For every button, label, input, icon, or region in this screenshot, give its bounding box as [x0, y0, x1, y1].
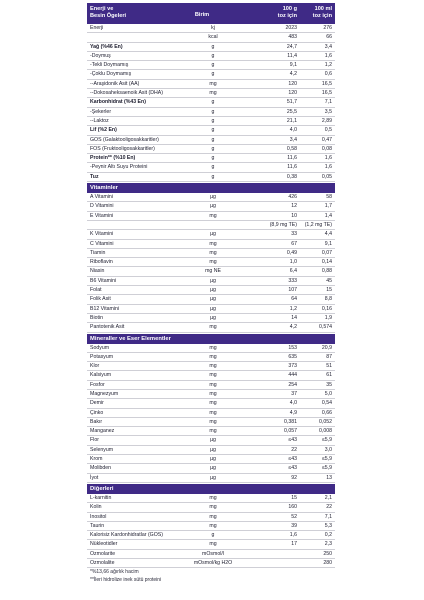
nutrient-name: Kalsiyum	[90, 372, 112, 379]
value-per-100g: 4,9	[289, 409, 297, 416]
value-per-100g: ≤43	[288, 465, 297, 472]
value-per-100g: 120	[288, 80, 297, 87]
unit-cell: µg	[210, 277, 216, 284]
value-per-100g: 483	[288, 34, 297, 41]
table-row	[87, 230, 335, 239]
value-per-100g: 37	[291, 390, 297, 397]
nutrient-name: Potasyum	[90, 353, 114, 360]
value-per-100ml: 16,5	[321, 90, 332, 97]
nutrient-name: GOS (Galaktooligosakkaritler)	[90, 136, 159, 143]
unit-cell: g	[211, 532, 215, 539]
value-per-100ml: 2,89	[321, 117, 332, 124]
value-per-100ml: 7,1	[324, 99, 332, 106]
nutrient-name: Sodyum	[90, 344, 110, 351]
value-per-100ml: (1,2 mg TE)	[304, 221, 332, 228]
unit-cell: µg	[210, 314, 216, 321]
nutrient-name: Selenyum	[90, 446, 114, 453]
value-per-100g: 2023	[285, 25, 297, 31]
table-row	[87, 427, 335, 436]
value-per-100g: 39	[291, 522, 297, 529]
value-per-100g: 160	[288, 504, 297, 511]
unit-cell: g	[211, 43, 215, 50]
nutrient-name: --Laktoz	[90, 117, 109, 124]
table-row	[87, 474, 335, 483]
value-per-100ml: 2,1	[324, 494, 332, 501]
table-row	[87, 193, 335, 202]
value-per-100g: 17	[291, 541, 297, 548]
table-row	[87, 314, 335, 323]
nutrient-name: E Vitamini	[90, 212, 114, 219]
value-per-100g: 333	[288, 277, 297, 284]
table-row	[87, 446, 335, 455]
table-row	[87, 154, 335, 163]
value-per-100ml: 1,9	[324, 314, 332, 321]
table-row	[87, 295, 335, 304]
nutrient-name: -Peynir Altı Suyu Proteini	[90, 164, 148, 171]
table-row	[87, 390, 335, 399]
unit-cell: g	[211, 99, 215, 106]
unit-cell: g	[211, 127, 215, 134]
value-per-100g: 21,1	[286, 117, 297, 124]
table-row	[87, 503, 335, 512]
nutrient-name: -Tekli Doymamış	[90, 62, 129, 69]
value-per-100ml: 20,9	[321, 344, 332, 351]
nutrient-name: Ozmolarite	[90, 550, 116, 557]
table-row	[87, 344, 335, 353]
value-per-100ml: ≤5,9	[321, 456, 332, 463]
unit-cell: mOsmol/l	[202, 550, 224, 557]
value-per-100ml: 87	[326, 353, 332, 360]
value-per-100ml: 9,1	[324, 240, 332, 247]
table-row	[87, 399, 335, 408]
value-per-100g: 635	[288, 353, 297, 360]
nutrient-name: A Vitamini	[90, 194, 113, 201]
table-row	[87, 371, 335, 380]
unit-cell: mg	[209, 249, 217, 256]
value-per-100ml: 276	[323, 25, 332, 31]
value-per-100ml: 0,07	[321, 249, 332, 256]
value-per-100ml: ≤5,9	[321, 437, 332, 444]
value-per-100g: 22	[291, 446, 297, 453]
header-col2-line2: toz için	[312, 12, 332, 19]
value-per-100g: 10	[291, 212, 297, 219]
table-row	[87, 249, 335, 258]
value-per-100ml: 4,4	[324, 231, 332, 238]
value-per-100g: 33	[291, 231, 297, 238]
table-row	[87, 464, 335, 473]
table-row	[87, 33, 335, 42]
value-per-100g: 0,49	[286, 249, 297, 256]
header-col1-line2: toz için	[277, 12, 297, 19]
value-per-100g: 25,5	[286, 108, 297, 115]
value-per-100g: 1,6	[289, 532, 297, 539]
nutrient-name: Krom	[90, 456, 103, 463]
unit-cell: mg	[209, 80, 217, 87]
unit-cell: µg	[210, 194, 216, 201]
unit-cell: µg	[210, 287, 216, 294]
table-row	[87, 277, 335, 286]
table-row	[87, 80, 335, 89]
unit-cell: g	[211, 155, 215, 162]
value-per-100g: 373	[288, 363, 297, 370]
value-per-100g: 4,0	[289, 400, 297, 407]
unit-cell: µg	[210, 203, 216, 210]
table-row	[87, 24, 335, 33]
table-row	[87, 89, 335, 98]
nutrient-name: Folik Asit	[90, 296, 111, 303]
nutrient-name: Tiamin	[90, 249, 106, 256]
value-per-100ml: ≤5,9	[321, 465, 332, 472]
value-per-100ml: 5,0	[324, 390, 332, 397]
value-per-100g: 254	[288, 381, 297, 388]
unit-cell: µg	[210, 437, 216, 444]
unit-cell: mg	[209, 381, 217, 388]
nutrient-name: Pantotenik Asit	[90, 324, 125, 331]
nutrient-name: Fosfor	[90, 381, 105, 388]
value-per-100ml: 0,052	[319, 418, 332, 425]
nutrient-name: Kolin	[90, 504, 102, 511]
value-per-100g: 51,7	[286, 99, 297, 106]
value-per-100g: 24,7	[286, 43, 297, 50]
unit-cell: g	[211, 71, 215, 78]
value-per-100ml: 0,2	[324, 532, 332, 539]
unit-cell: mg	[209, 390, 217, 397]
header-per-100ml	[296, 6, 332, 19]
value-per-100ml: 51	[326, 363, 332, 370]
value-per-100ml: 16,5	[321, 80, 332, 87]
unit-cell: µg	[210, 446, 216, 453]
table-row	[87, 455, 335, 464]
nutrient-name: --Dokosaheksaenoik Asit (DHA)	[90, 90, 163, 97]
table-row	[87, 323, 335, 332]
table-row	[87, 117, 335, 126]
value-per-100ml: 3,4	[324, 43, 332, 50]
unit-cell: µg	[210, 474, 216, 481]
nutrient-name: Tuz	[90, 173, 99, 180]
unit-cell: µg	[210, 305, 216, 312]
nutrient-name: Niasin	[90, 268, 105, 275]
value-per-100g: 4,2	[289, 71, 297, 78]
nutrient-name: C Vitamini	[90, 240, 114, 247]
nutrient-name: L-karnitin	[90, 494, 112, 501]
value-per-100ml: 1,6	[324, 155, 332, 162]
nutrient-name: Çinko	[90, 409, 104, 416]
value-per-100g: 52	[291, 513, 297, 520]
unit-cell: mg	[209, 522, 217, 529]
nutrient-name: Bakır	[90, 418, 103, 425]
nutrient-name: -Şekerler	[90, 108, 112, 115]
unit-cell: mg	[209, 400, 217, 407]
table-row	[87, 540, 335, 549]
section-title: Diğerleri	[87, 484, 335, 494]
nutrient-name: Folat	[90, 287, 102, 294]
section-title: Mineraller ve Eser Elementler	[87, 334, 335, 344]
nutrient-name: -Doymuş	[90, 52, 111, 59]
value-per-100g: 67	[291, 240, 297, 247]
value-per-100g: 11,6	[287, 164, 297, 171]
unit-cell: mg NE	[205, 268, 221, 275]
unit-cell: kj	[211, 25, 215, 31]
unit-cell: g	[211, 108, 215, 115]
table-row	[87, 550, 335, 559]
nutrition-table	[87, 3, 335, 597]
table-row	[87, 43, 335, 52]
table-row	[87, 240, 335, 249]
value-per-100ml: 1,4	[324, 212, 332, 219]
table-row	[87, 418, 335, 427]
table-row	[87, 61, 335, 70]
value-per-100ml: 0,88	[321, 268, 332, 275]
unit-cell: mg	[209, 513, 217, 520]
value-per-100g: 1,0	[289, 259, 297, 266]
value-per-100ml: 35	[326, 381, 332, 388]
nutrient-name: Demir	[90, 400, 104, 407]
table-row	[87, 98, 335, 107]
value-per-100ml: 1,2	[324, 62, 332, 69]
value-per-100g: 64	[291, 296, 297, 303]
value-per-100ml: 1,6	[324, 52, 332, 59]
table-row	[87, 362, 335, 371]
unit-cell: g	[211, 62, 215, 69]
header-name-line1: Enerji ve	[90, 6, 114, 12]
value-per-100g: 4,2	[289, 324, 297, 331]
value-per-100ml: 0,66	[321, 409, 332, 416]
value-per-100g: ≤43	[288, 437, 297, 444]
nutrient-name: Lif (%2 En)	[90, 127, 117, 134]
value-per-100ml: 0,54	[321, 400, 332, 407]
value-per-100g: 0,38	[286, 173, 297, 180]
nutrient-name: Biotin	[90, 314, 103, 321]
table-row	[87, 258, 335, 267]
unit-cell: g	[211, 136, 215, 143]
nutrient-name: -Çoklu Doymamış	[90, 71, 132, 78]
value-per-100g: 3,4	[289, 136, 297, 143]
value-per-100ml: 58	[326, 194, 332, 201]
value-per-100g: 1,2	[289, 305, 297, 312]
table-row	[87, 353, 335, 362]
value-per-100ml: 0,05	[321, 173, 332, 180]
unit-cell: kcal	[208, 34, 218, 41]
unit-cell: mg	[209, 541, 217, 548]
unit-cell: µg	[210, 456, 216, 463]
table-row	[87, 381, 335, 390]
value-per-100ml: 13	[326, 474, 332, 481]
header-col2-line1: 100 ml	[314, 6, 332, 12]
table-row	[87, 52, 335, 61]
unit-cell: g	[211, 173, 215, 180]
value-per-100ml: 3,0	[324, 446, 332, 453]
table-row	[87, 531, 335, 540]
table-row	[87, 436, 335, 445]
unit-cell: µg	[210, 465, 216, 472]
nutrient-name: D Vitamini	[90, 203, 114, 210]
value-per-100ml: 22	[326, 504, 332, 511]
value-per-100ml: 1,7	[324, 203, 332, 210]
unit-cell: mg	[209, 259, 217, 266]
footnotes	[87, 568, 335, 584]
value-per-100g: 0,057	[284, 428, 297, 435]
nutrient-name: K Vitamini	[90, 231, 114, 238]
value-per-100ml: 280	[323, 560, 332, 567]
value-per-100ml: 250	[323, 550, 332, 557]
value-per-100g: 11,4	[287, 52, 297, 59]
value-per-100ml: 0,16	[321, 305, 332, 312]
value-per-100ml: 0,08	[321, 145, 332, 152]
unit-cell: mg	[209, 240, 217, 247]
nutrient-name: --Araşidonik Asit (AA)	[90, 80, 140, 87]
nutrient-name: Flor	[90, 437, 99, 444]
table-row	[87, 126, 335, 135]
value-per-100g: 12	[291, 203, 297, 210]
section-title: Vitaminler	[87, 183, 335, 193]
table-row	[87, 145, 335, 154]
nutrient-name: Yağ (%46 En)	[90, 43, 123, 50]
value-per-100ml: 45	[326, 277, 332, 284]
value-per-100ml: 1,6	[324, 164, 332, 171]
value-per-100g: 153	[288, 344, 297, 351]
nutrient-name: FOS (Fruktooligosakkaritler)	[90, 145, 155, 152]
value-per-100ml: 0,574	[319, 324, 332, 331]
value-per-100g: 9,1	[289, 62, 297, 69]
unit-cell: mg	[209, 324, 217, 331]
table-row	[87, 212, 335, 221]
value-per-100ml: 61	[326, 372, 332, 379]
unit-cell: mg	[209, 418, 217, 425]
unit-cell: mg	[209, 353, 217, 360]
table-row	[87, 163, 335, 172]
nutrient-name: Ozmolalite	[90, 560, 115, 567]
table-row	[87, 70, 335, 79]
unit-cell: mg	[209, 428, 217, 435]
unit-cell: µg	[210, 296, 216, 303]
nutrient-name: Karbonhidrat (%43 En)	[90, 99, 146, 106]
value-per-100ml: 0,008	[319, 428, 332, 435]
table-body	[87, 24, 335, 568]
table-row	[87, 559, 335, 568]
value-per-100ml: 0,5	[324, 127, 332, 134]
table-row	[87, 522, 335, 531]
nutrient-name: Kalorisiz Kardonhidratlar (GOS)	[90, 532, 163, 539]
nutrient-name: Taurin	[90, 522, 105, 529]
unit-cell: mg	[209, 212, 217, 219]
nutrient-name: Inositol	[90, 513, 107, 520]
nutrient-name: B12 Vitamini	[90, 305, 120, 312]
table-row	[87, 221, 335, 230]
nutrient-name: Magnezyum	[90, 390, 119, 397]
value-per-100ml: 0,47	[321, 136, 332, 143]
table-row	[87, 409, 335, 418]
value-per-100g: ≤43	[288, 456, 297, 463]
nutrient-name: Enerji	[90, 25, 104, 31]
unit-cell: mg	[209, 363, 217, 370]
unit-cell: mg	[209, 90, 217, 97]
table-row	[87, 136, 335, 145]
header-name-line2: Besin Ögeleri	[90, 12, 127, 19]
value-per-100g: 14	[291, 314, 297, 321]
header-per-100g	[261, 6, 297, 19]
footnote: **İleri hidrolize inek sütü proteini	[90, 577, 162, 584]
table-row	[87, 202, 335, 211]
value-per-100g: 11,6	[287, 155, 297, 162]
header-unit: Birim	[194, 12, 210, 18]
unit-cell: mg	[209, 504, 217, 511]
value-per-100ml: 7,1	[324, 513, 332, 520]
header-name-column	[90, 6, 170, 19]
unit-cell: mOsmol/kg H2O	[193, 560, 233, 567]
value-per-100ml: 0,6	[324, 71, 332, 78]
value-per-100ml: 2,3	[324, 541, 332, 548]
value-per-100g: 426	[288, 194, 297, 201]
nutrient-name: Protein** (%10 En)	[90, 155, 136, 162]
value-per-100ml: 5,3	[324, 522, 332, 529]
unit-cell: mg	[209, 344, 217, 351]
unit-cell: g	[211, 145, 215, 152]
table-row	[87, 305, 335, 314]
table-row	[87, 286, 335, 295]
unit-cell: g	[211, 164, 215, 171]
table-row	[87, 267, 335, 276]
value-per-100g: 4,0	[289, 127, 297, 134]
unit-cell: g	[211, 52, 215, 59]
table-row	[87, 513, 335, 522]
unit-cell: mg	[209, 494, 217, 501]
value-per-100g: 0,58	[286, 145, 297, 152]
unit-cell: g	[211, 117, 215, 124]
value-per-100g: 92	[291, 474, 297, 481]
nutrient-name: Klor	[90, 363, 100, 370]
unit-cell: mg	[209, 409, 217, 416]
nutrient-name: Manganez	[90, 428, 115, 435]
table-row	[87, 494, 335, 503]
table-header	[87, 3, 335, 24]
unit-cell: mg	[209, 372, 217, 379]
nutrient-name: Molibden	[90, 465, 112, 472]
value-per-100g: 15	[291, 494, 297, 501]
header-col1-line1: 100 g	[282, 6, 297, 12]
value-per-100ml: 66	[326, 34, 332, 41]
value-per-100ml: 3,5	[324, 108, 332, 115]
value-per-100ml: 8,8	[324, 296, 332, 303]
unit-cell: µg	[210, 231, 216, 238]
value-per-100ml: 0,14	[321, 259, 332, 266]
value-per-100g: 6,4	[289, 268, 297, 275]
value-per-100g: 0,381	[284, 418, 297, 425]
nutrient-name: Riboflavin	[90, 259, 113, 266]
value-per-100g: 444	[288, 372, 297, 379]
nutrient-name: B6 Vitamini	[90, 277, 117, 284]
footnote: *%13,66 ağırlık hacim	[90, 569, 139, 576]
table-row	[87, 173, 335, 182]
value-per-100g: 120	[288, 90, 297, 97]
table-row	[87, 108, 335, 117]
nutrient-name: İyot	[90, 474, 99, 481]
nutrient-name: Nükleotidler	[90, 541, 118, 548]
value-per-100g: 107	[288, 287, 297, 294]
value-per-100g: (8,9 mg TE)	[269, 221, 297, 228]
value-per-100ml: 15	[326, 287, 332, 294]
